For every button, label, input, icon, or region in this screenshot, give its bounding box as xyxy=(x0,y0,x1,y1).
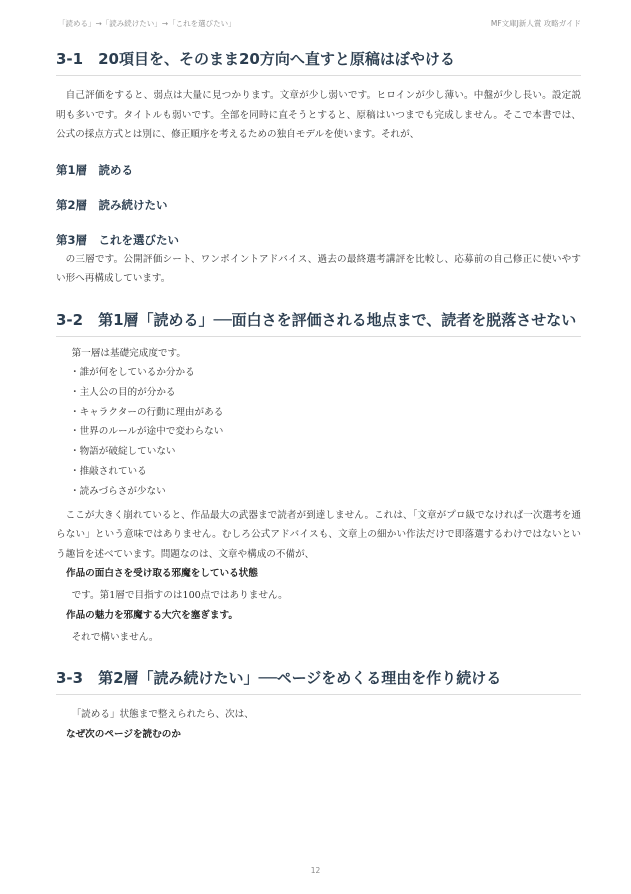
section-3-2-heading: 3-2 第1層「読める」──面白さを評価される地点まで、読者を脱落させない xyxy=(56,309,581,337)
basic-completeness-list xyxy=(56,363,581,502)
layer-3-heading: 第3層 これを選びたい xyxy=(56,232,180,247)
list-item: ・推敲されている xyxy=(70,465,147,477)
list-item: ・誰が何をしているか分かる xyxy=(70,367,195,378)
section-3-2-paragraph-1: ここが大きく崩れていると、作品最大の武器まで読者が到達しません。これは、「文章がプロ級でなければ一次選考を通らない」という意味ではありません。むしろ公式アドバイスも、文章上の細かい作法だけで即落選するわけではないという趣旨を述べています。問題なのは、文章や構成の不備が、 xyxy=(56,509,581,560)
layer-1-heading: 第1層 読める xyxy=(56,162,134,177)
layer-2-heading: 第2層 読み続けたい xyxy=(56,197,168,212)
list-item: ・読みづらさが少ない xyxy=(70,485,166,497)
list-item: ・世界のルールが途中で変わらない xyxy=(70,426,224,438)
list-item: ・物語が破綻していない xyxy=(70,446,176,458)
section-3-1-paragraph-2: の三層です。公開評価シート、ワンポイントアドバイス、過去の最終選考講評を比較し、応募前の自己修正に使いやすい形へ再構成しています。 xyxy=(56,253,581,284)
section-3-2-paragraph-2: です。第1層で目指すのは100点ではありません。 xyxy=(71,590,288,602)
emphasis-fill-holes: 作品の魅力を邪魔する大穴を塞ぎます。 xyxy=(66,609,238,621)
section-3-3-paragraph-1: 「読める」状態まで整えられたら、次は、 xyxy=(71,709,254,721)
section-3-1-paragraph-1: 自己評価をすると、弱点は大量に見つかります。文章が少し弱いです。ヒロインが少し薄い。中盤が少し長い。設定説明も多いです。タイトルも弱いです。全部を同時に直そうとすると、原稿はいつまでも完成しません。そこで本書では、公式の採点方式とは別に、修正順序を考えるための独自モデルを使います。それが、 xyxy=(56,90,581,140)
section-3-1-heading: 3-1 20項目を、そのまま20方向へ直すと原稿はぼやける xyxy=(56,48,581,76)
list-item: ・主人公の目的が分かる xyxy=(70,386,176,398)
page-number: 12 xyxy=(310,866,321,875)
header-breadcrumb: 「読める」→「読み続けたい」→「これを選びたい」 xyxy=(58,19,236,28)
emphasis-why-next-page: なぜ次のページを読むのか xyxy=(66,728,181,740)
section-3-2-paragraph-3: それで構いません。 xyxy=(71,631,159,643)
running-header xyxy=(58,18,581,29)
header-book-title: MF文庫J新人賞 攻略ガイド xyxy=(490,19,581,28)
section-3-2-intro: 第一層は基礎完成度です。 xyxy=(71,347,186,359)
emphasis-obstruction-state: 作品の面白さを受け取る邪魔をしている状態 xyxy=(66,568,258,580)
list-item: ・キャラクターの行動に理由がある xyxy=(70,406,224,418)
page-content xyxy=(56,48,581,743)
section-3-3-heading: 3-3 第2層「読み続けたい」──ページをめくる理由を作り続ける xyxy=(56,667,581,695)
